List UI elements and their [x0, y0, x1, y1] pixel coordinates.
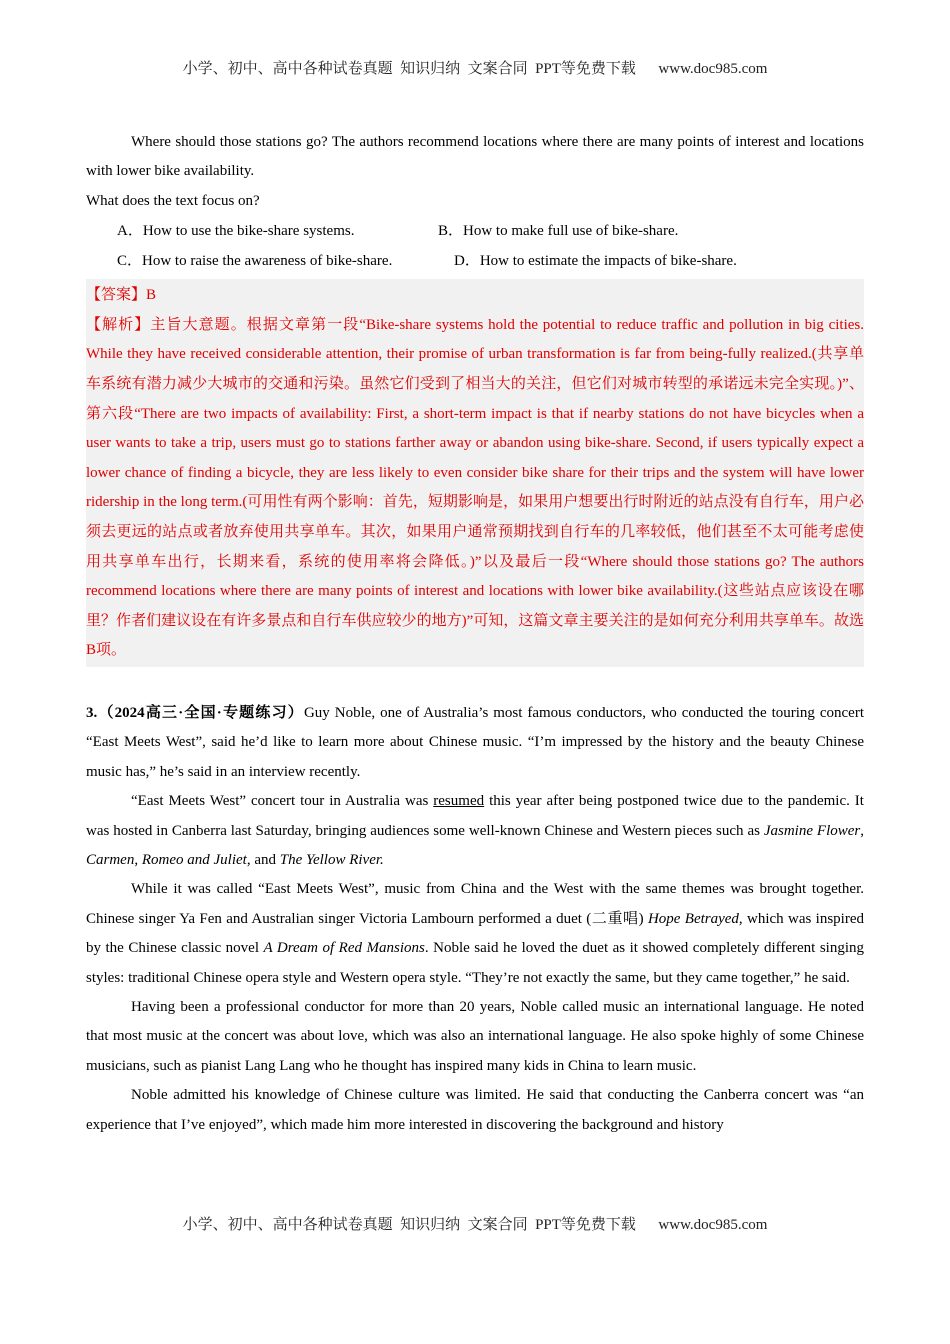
passage-last-paragraph: Where should those stations go? The authors recommend locations where there are many points of interest and locations with lower bike availability. — [86, 134, 864, 180]
q3-p2-a: “East Meets West” concert tour in Australia was — [131, 793, 434, 810]
options-row-2 — [86, 246, 864, 276]
q3-p3-c: . Noble said he loved the duet as it showed completely different singing styles: traditional Chinese opera style and Western opera style. “They’re not exactly the same, but they came together,” he said. — [86, 940, 864, 986]
title-carmen: Carmen — [86, 851, 135, 868]
underlined-word-resumed: resumed — [433, 793, 485, 810]
option-c: C．How to raise the awareness of bike-share. — [117, 253, 393, 270]
q3-source: （2024高三·全国·专题练习） — [97, 704, 304, 721]
q3-paragraph-1 — [86, 699, 864, 787]
title-dream-of-red-mansions: A Dream of Red Mansions — [263, 940, 425, 957]
page-header: 小学、初中、高中各种试卷真题 知识归纳 文案合同 PPT等免费下载 www.doc985.com — [182, 61, 768, 77]
q3-p2-sep3: , and — [246, 851, 280, 868]
page-footer: 小学、初中、高中各种试卷真题 知识归纳 文案合同 PPT等免费下载 www.doc985.com — [182, 1217, 768, 1233]
option-d: D．How to estimate the impacts of bike-share. — [454, 253, 737, 270]
options-row-1 — [86, 216, 864, 246]
answer-box — [86, 279, 864, 667]
q3-paragraph-2 — [86, 787, 864, 875]
title-the-yellow-river: The Yellow River. — [279, 851, 384, 868]
title-romeo-and-juliet: Romeo and Juliet — [141, 851, 247, 868]
title-jasmine-flower: Jasmine Flower — [763, 822, 861, 839]
answer-line: 【答案】B — [86, 287, 157, 304]
q3-p3-b: , which was inspired by the Chinese classic novel — [86, 910, 864, 957]
analysis — [86, 311, 864, 666]
q3-p2-sep1: , — [860, 822, 865, 839]
analysis-text: 主旨大意题。根据文章第一段“Bike-share systems hold the potential to reduce traffic and pollution in big cities. While they have received considerable attention, their promise of urban transformation is far from being-fully realized.(共享单车系统有潜力减少大城市的交通和污染。虽然它们受到了相当大的关注，但它们对城市转型的承诺远未完全实现。)”、第六段“There are two impacts of availability: First, a short-term impact is that if nearby stations do not have bicycles when a user wants to take a trip, users must go to stations farther away or abandon using bike-share. Second, if users typically expect a lower chance of finding a bicycle, they are less likely to even consider bike share for their trips and the system will have lower ridership in the long term.(可用性有两个影响：首先，短期影响是，如果用户想要出行时附近的站点没有自行车，用户必须去更远的站点或者放弃使用共享单车。其次，如果用户通常预期找到自行车的几率较低，他们甚至不太可能考虑使用共享单车出行，长期来看，系统的使用率将会降低。)”以及最后一段“Where should those stations go? The authors recommend locations where there are many points of interest and locations with lower bike availability.(这些站点应该设在哪里？作者们建议设在有许多景点和自行车供应较少的地方)”可知，这篇文章主要关注的是如何充分利用共享单车。故选B项。 — [86, 316, 864, 659]
question-3 — [86, 699, 864, 1140]
q3-paragraph-4: Having been a professional conductor for more than 20 years, Noble called music an international language. He noted that most music at the concert was about love, which was also an international language. He also spoke highly of some Chinese musicians, such as pianist Lang Lang who he thought has inspired many kids in China to learn music. — [86, 999, 864, 1074]
q3-paragraph-5: Noble admitted his knowledge of Chinese culture was limited. He said that conducting the Canberra concert was “an experience that I’ve enjoyed”, which made him more interested in discovering the background and history — [86, 1087, 864, 1133]
q3-p1-text: Guy Noble, one of Australia’s most famous conductors, who conducted the touring concert “East Meets West”, said he’d like to learn more about Chinese music. “I’m impressed by the history and the beauty Chinese music has,” he’s said in an interview recently. — [86, 704, 864, 780]
title-hope-betrayed: Hope Betrayed — [647, 910, 739, 927]
page-content — [86, 128, 864, 1140]
q3-p3-a: While it was called “East Meets West”, music from China and the West with the same themes was brought together. Chinese singer Ya Fen and Australian singer Victoria Lambourn performed a duet (二重唱) — [86, 881, 864, 927]
q3-p2-sep2: , — [134, 851, 142, 868]
analysis-label: 【解析】 — [86, 316, 151, 333]
option-a: A．How to use the bike-share systems. — [117, 223, 355, 240]
q3-paragraph-3 — [86, 875, 864, 993]
option-b: B．How to make full use of bike-share. — [438, 223, 679, 240]
q3-number: 3. — [86, 704, 98, 721]
question-stem: What does the text focus on? — [86, 192, 260, 209]
q3-p2-b: this year after being postponed twice due to the pandemic. It was hosted in Canberra last Saturday, bringing audiences some well-known Chinese and Western pieces such as — [86, 793, 864, 839]
